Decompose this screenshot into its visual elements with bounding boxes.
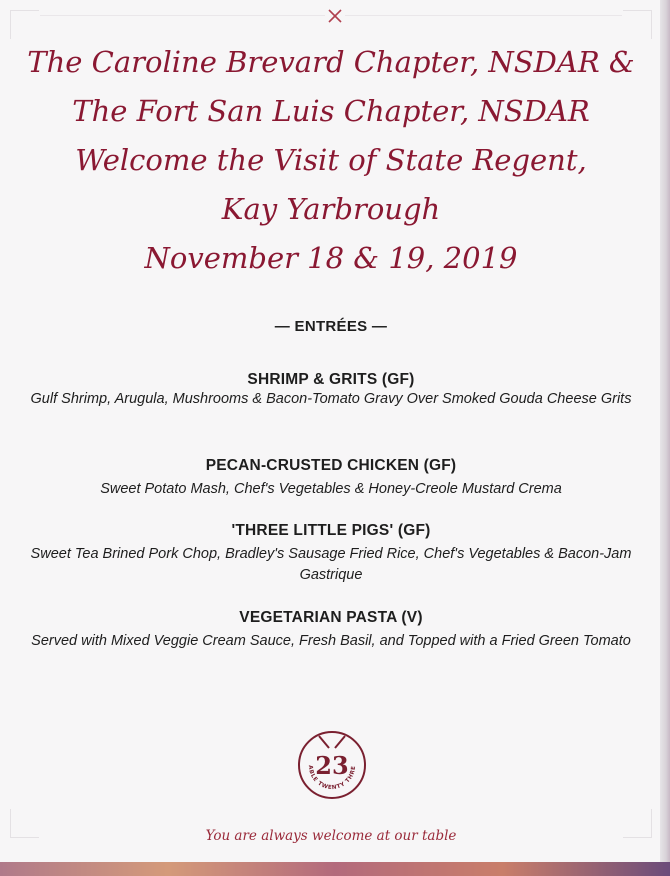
event-date: November 18 & 19, 2019 [144, 241, 518, 275]
logo-ring-text: ABLE TWENTY THRE [306, 765, 358, 792]
restaurant-logo [297, 730, 367, 800]
heading-line: The Caroline Brevard Chapter, NSDAR & [27, 45, 635, 79]
corner-ornament [10, 10, 39, 39]
menu-item-description: Sweet Potato Mash, Chef's Vegetables & Honey-Creole Mustard Crema [100, 481, 562, 497]
heading-line: The Fort San Luis Chapter, NSDAR [72, 94, 590, 128]
table-surface [0, 862, 670, 876]
heading-line: Kay Yarbrough [221, 192, 441, 226]
menu-item-name: SHRIMP & GRITS (GF) [247, 371, 415, 388]
event-heading [0, 38, 662, 283]
tagline: You are always welcome at our table [205, 828, 457, 844]
heading-line: Welcome the Visit of State Regent, [75, 143, 587, 177]
menu-item-name: 'THREE LITTLE PIGS' (GF) [231, 522, 431, 539]
crossed-utensils-icon [325, 6, 345, 26]
logo-number: 23 [315, 751, 349, 780]
corner-ornament [623, 10, 652, 39]
menu-item-name: PECAN-CRUSTED CHICKEN (GF) [205, 457, 457, 474]
card-edge [660, 0, 670, 876]
menu-item-description: Served with Mixed Veggie Cream Sauce, Fresh Basil, and Topped with a Fried Green Tomato [31, 633, 631, 649]
menu-item-description: Sweet Tea Brined Pork Chop, Bradley's Sausage Fried Rice, Chef's Vegetables & Bacon-Jam Gastrique [30, 546, 632, 583]
menu-item-name: VEGETARIAN PASTA (V) [239, 609, 423, 626]
menu-item-description: Gulf Shrimp, Arugula, Mushrooms & Bacon-Tomato Gravy Over Smoked Gouda Cheese Grits [30, 391, 632, 407]
section-title: — ENTRÉES — [274, 318, 388, 335]
